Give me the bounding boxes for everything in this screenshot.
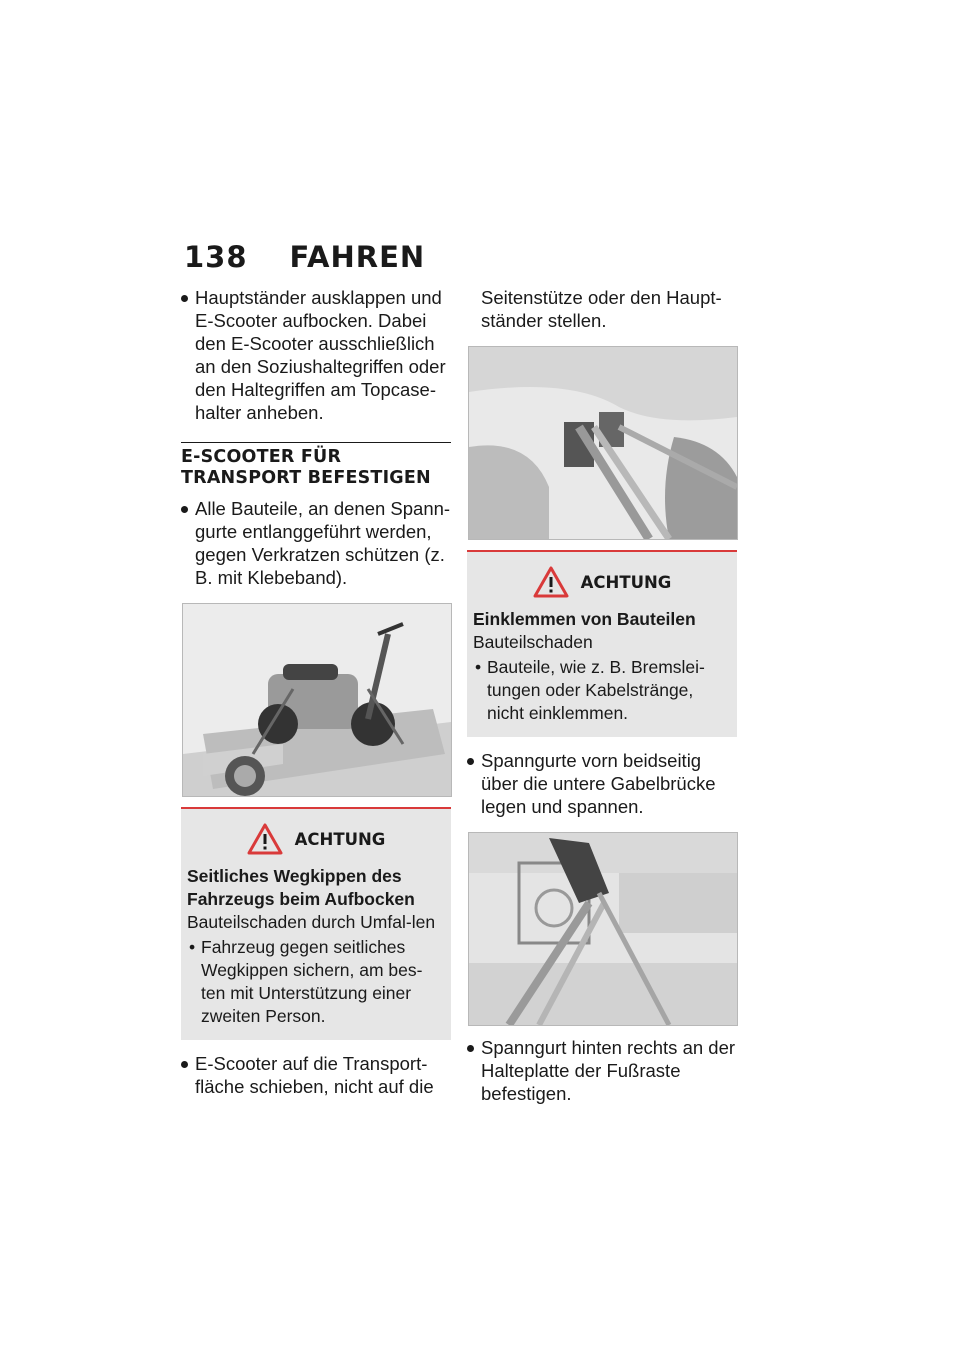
warning-title: Seitliches Wegkippen des Fahrzeugs beim Aufbocken [187,866,415,909]
warning-item: • Bauteile, wie z. B. Bremslei-tungen oder Kabelstränge, nicht einklemmen. [473,656,731,725]
warning-label: ACHTUNG [580,572,672,592]
warning-triangle-icon [533,566,569,598]
warning-label: ACHTUNG [294,829,386,849]
instruction-front-straps: Spanngurte vorn beidseitig über die untere Gabelbrücke legen und spannen. [467,749,737,818]
warning-text: Bauteilschaden [473,632,593,652]
instruction-continuation: Seitenstütze oder den Haupt-ständer stellen. [481,287,722,331]
section-title: FAHREN [289,240,426,274]
page-number: 138 [184,240,248,274]
warning-header [473,566,731,598]
warning-box-tipping [181,807,451,1040]
instruction-lift-scooter: Hauptständer ausklappen und E-Scooter aufbocken. Dabei den E-Scooter ausschließlich an den Soziushaltegriffen oder den Haltegriffen am Topcase-halter anheben. [181,286,451,424]
figure-front-strap [468,346,738,540]
subsection-heading [181,442,451,489]
instruction-protect-parts: Alle Bauteile, an denen Spann-gurte entlanggeführt werden, gegen Verkratzen schützen (z. B. mit Klebeband). [181,497,451,589]
figure-rear-strap [468,832,738,1026]
left-column [181,286,451,1110]
subsection-title: E-SCOOTER FÜR TRANSPORT BEFESTIGEN [181,447,431,488]
warning-triangle-icon [247,823,283,855]
warning-title: Einklemmen von Bauteilen [473,609,696,629]
warning-header [187,823,445,855]
instruction-rear-strap: Spanngurt hinten rechts an der Halteplatte der Fußraste befestigen. [467,1036,737,1105]
warning-box-pinching [467,550,737,737]
right-column [467,286,737,1117]
warning-item: • Fahrzeug gegen seitliches Wegkippen sichern, am bes-ten mit Unterstützung einer zweiten Person. [187,936,445,1028]
figure-scooter-on-trailer [182,603,452,797]
warning-text: Bauteilschaden durch Umfal-len [187,912,436,932]
instruction-push-scooter: E-Scooter auf die Transport-fläche schieben, nicht auf die [181,1052,451,1098]
page-header [184,240,425,280]
